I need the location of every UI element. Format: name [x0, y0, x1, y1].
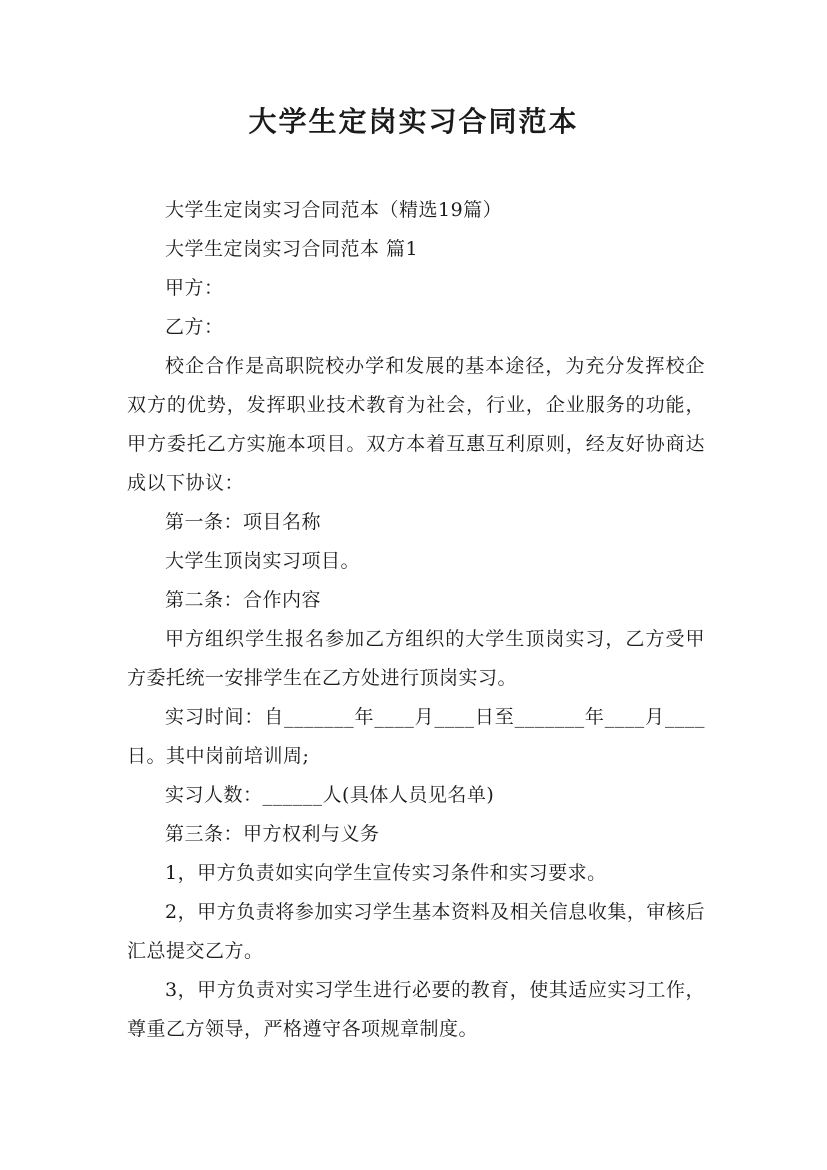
paragraph-article-3-heading: 第三条：甲方权利与义务: [165, 823, 380, 845]
paragraph-preamble: 校企合作是高职院校办学和发展的基本途径，为充分发挥校企双方的优势，发挥职业技术教育为社会，行业，企业服务的功能，甲方委托乙方实施本项目。双方本着互惠互利原则，经友好协商达成以下协议：: [127, 355, 705, 494]
paragraph-article-1-text: 大学生顶岗实习项目。: [165, 550, 361, 572]
paragraph-article-3-item-2: 2，甲方负责将参加实习学生基本资料及相关信息收集，审核后汇总提交乙方。: [127, 901, 705, 962]
paragraph-subtitle: 大学生定岗实习合同范本（精选19篇）: [165, 199, 503, 221]
paragraph-article-3-item-1: 1，甲方负责如实向学生宣传实习条件和实习要求。: [165, 862, 607, 884]
paragraph-article-3-item-3: 3，甲方负责对实习学生进行必要的教育，使其适应实习工作，尊重乙方领导，严格遵守各项规章制度。: [127, 979, 705, 1040]
document-title: 大学生定岗实习合同范本: [248, 105, 579, 138]
paragraph-article-2-text: 甲方组织学生报名参加乙方组织的大学生顶岗实习，乙方受甲方委托统一安排学生在乙方处进行顶岗实习。: [127, 628, 705, 689]
document-body: [127, 191, 705, 1049]
paragraph-party-a: 甲方：: [165, 277, 224, 299]
paragraph-section-heading: 大学生定岗实习合同范本 篇1: [165, 238, 419, 260]
paragraph-article-2-heading: 第二条：合作内容: [165, 589, 322, 611]
paragraph-internship-time: 实习时间：自_______年____月____日至_______年____月____日。其中岗前培训周;: [127, 706, 705, 767]
paragraph-internship-count: 实习人数：______人(具体人员见名单): [165, 784, 495, 806]
paragraph-party-b: 乙方：: [165, 316, 224, 338]
paragraph-article-1-heading: 第一条：项目名称: [165, 511, 322, 533]
